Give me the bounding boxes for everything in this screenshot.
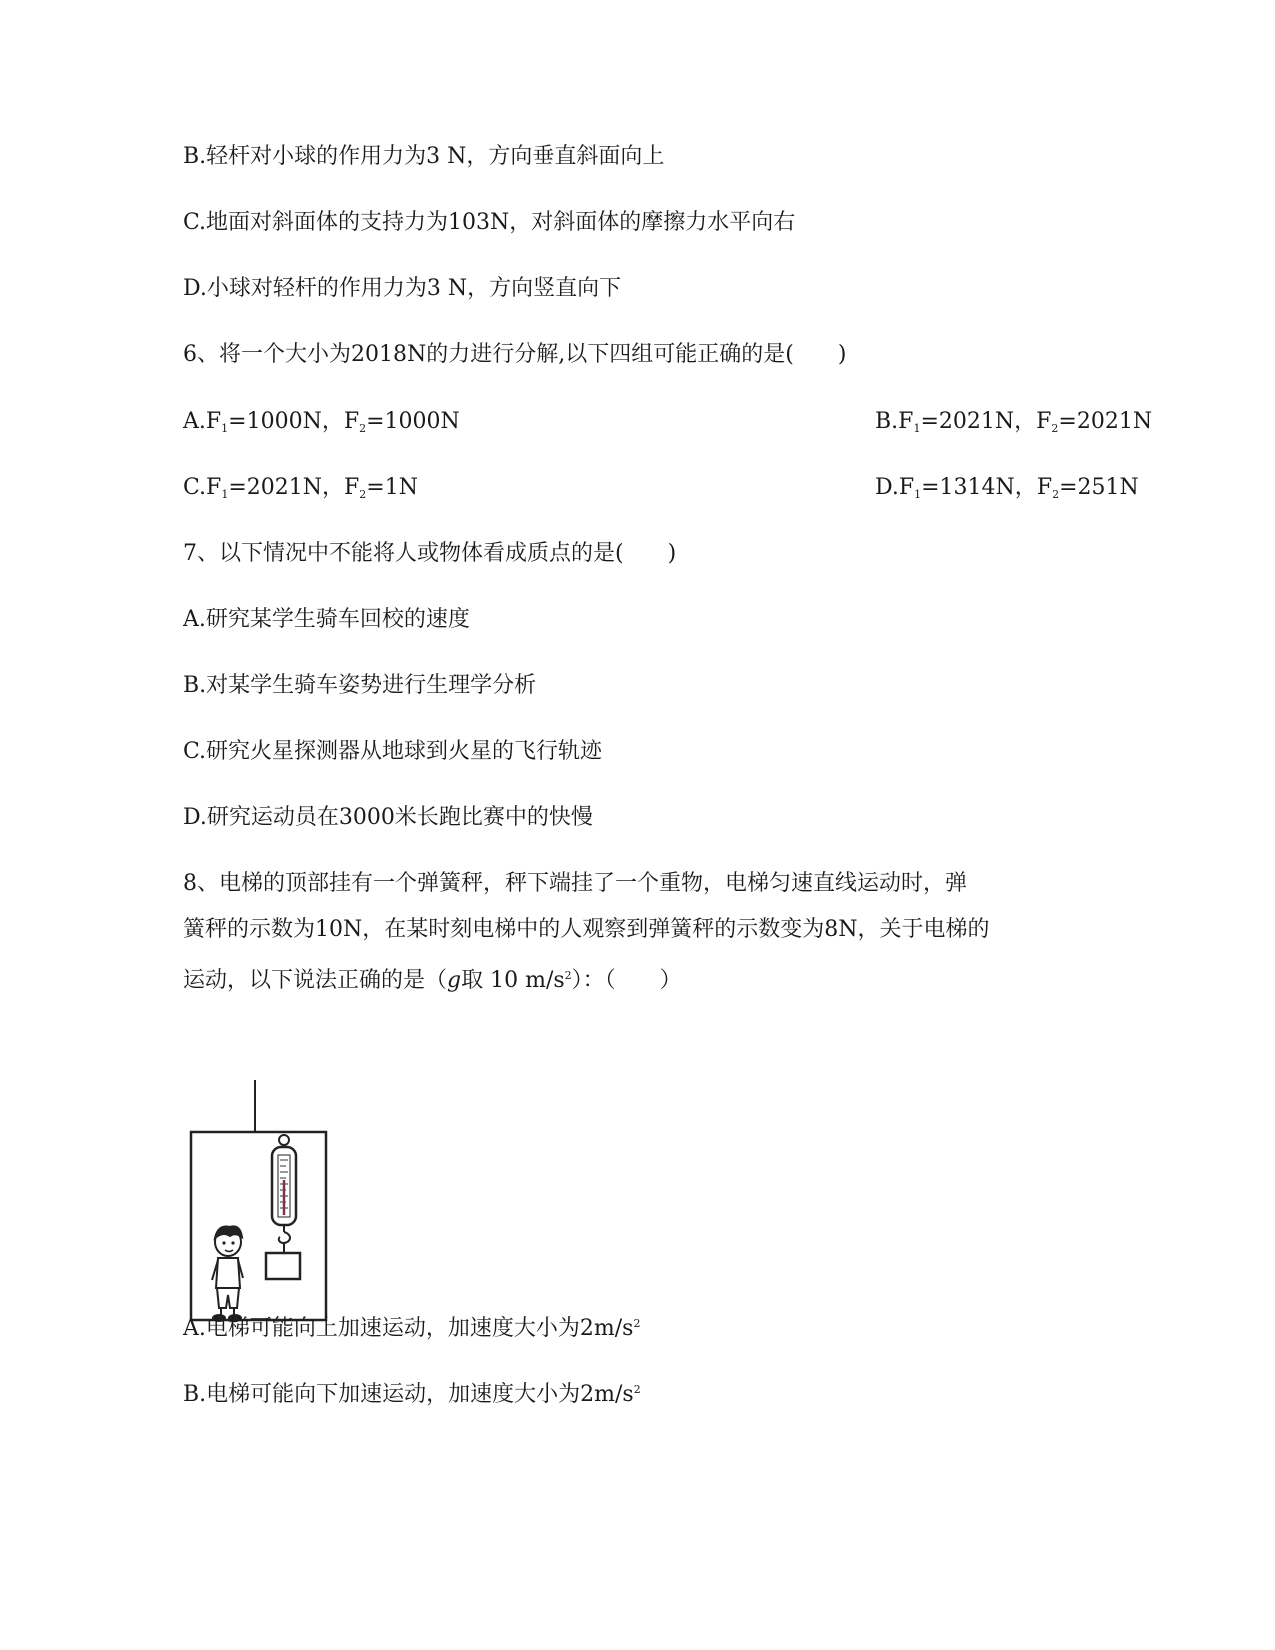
elevator-diagram xyxy=(188,1080,338,1340)
q6-option-d: $D.F_1=1314N$，$F_2=251N$ xyxy=(875,475,1139,501)
q6-options-row2 xyxy=(183,473,1139,510)
q6-options-row1 xyxy=(183,407,1153,444)
q7-stem: 7、以下情况中不能将人或物体看成质点的是( ) xyxy=(183,541,677,566)
q6-option-b: $B.F_1=2021N$，$F_2=2021N$ xyxy=(875,409,1153,435)
elevator-figure xyxy=(188,1080,338,1344)
q7-option-a: A.研究某学生骑车回校的速度 xyxy=(183,607,470,632)
q5-option-b: B.轻杆对小球的作用力为3 N，方向垂直斜面向上 xyxy=(183,144,665,169)
q8-stem-line2: 簧秤的示数为10N，在某时刻电梯中的人观察到弹簧秤的示数变为8N，关于电梯的 xyxy=(183,917,990,942)
q8-stem-line1: 8、电梯的顶部挂有一个弹簧秤，秤下端挂了一个重物，电梯匀速直线运动时，弹 xyxy=(183,871,967,896)
q7-option-c: C.研究火星探测器从地球到火星的飞行轨迹 xyxy=(183,739,603,764)
boy-icon xyxy=(212,1226,243,1321)
elevator-cabin xyxy=(191,1132,326,1320)
q8-option-b: B.电梯可能向下加速运动，加速度大小为$2m/s^2$ xyxy=(183,1382,641,1407)
q8-option-a: A.电梯可能向上加速运动，加速度大小为$2m/s^2$ xyxy=(183,1316,641,1341)
q6-option-a: $A.F_1=1000N$，$F_2=1000N$ xyxy=(183,409,460,435)
q7-option-d: D.研究运动员在3000米长跑比赛中的快慢 xyxy=(183,805,593,830)
q6-option-c: $C.F_1=2021N$，$F_2=1N$ xyxy=(183,475,418,501)
weight-block xyxy=(266,1253,300,1279)
q5-option-c: C.地面对斜面体的支持力为103N，对斜面体的摩擦力水平向右 xyxy=(183,210,796,235)
q5-option-d: D.小球对轻杆的作用力为3 N，方向竖直向下 xyxy=(183,276,622,301)
q8-stem-line3: 运动，以下说法正确的是（g取 10 $m/s^2$）：（ ） xyxy=(183,968,682,993)
spring-scale-icon xyxy=(272,1135,296,1243)
q7-option-b: B.对某学生骑车姿势进行生理学分析 xyxy=(183,673,537,698)
q6-stem: 6、将一个大小为2018N的力进行分解,以下四组可能正确的是( ) xyxy=(183,342,847,367)
